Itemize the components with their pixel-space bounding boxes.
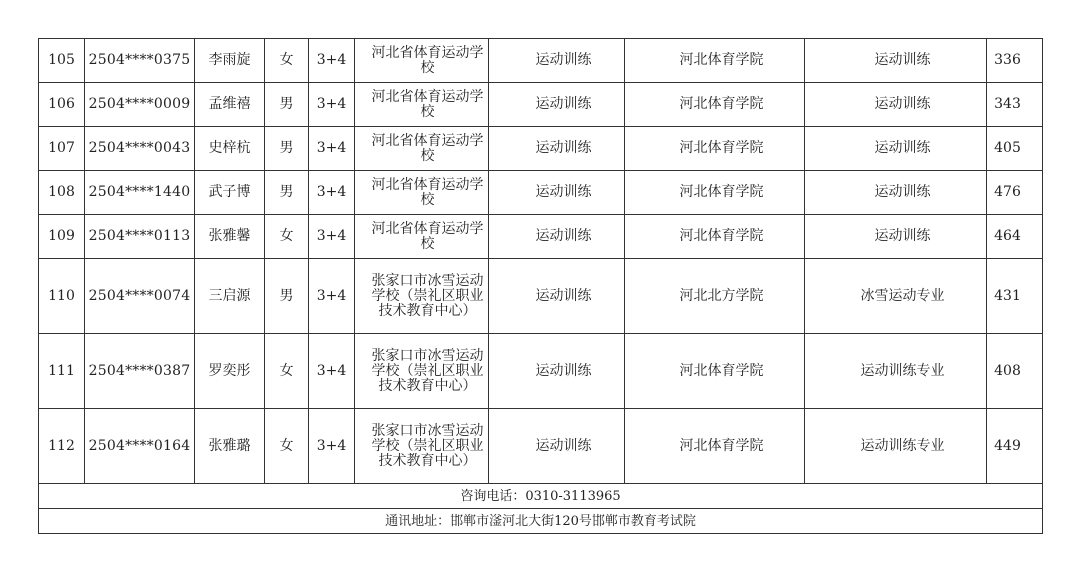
admitting-college: 河北北方学院 [625,259,805,334]
row-number: 105 [39,39,85,83]
row-number: 107 [39,127,85,171]
table-row [39,215,1043,259]
secondary-school: 河北省体育运动学校 [355,215,489,259]
gender: 男 [265,83,309,127]
student-name: 罗奕彤 [195,334,265,409]
program-type: 3+4 [309,259,355,334]
college-major: 运动训练专业 [805,334,987,409]
college-major: 运动训练 [805,215,987,259]
row-number: 106 [39,83,85,127]
program-type: 3+4 [309,171,355,215]
exam-score: 476 [987,171,1043,215]
college-major: 运动训练 [805,127,987,171]
exam-score: 431 [987,259,1043,334]
gender: 女 [265,215,309,259]
admitting-college: 河北体育学院 [625,171,805,215]
table-row [39,127,1043,171]
secondary-school: 张家口市冰雪运动学校（崇礼区职业技术教育中心） [355,259,489,334]
exam-score: 405 [987,127,1043,171]
admission-table [38,38,1043,534]
gender: 男 [265,127,309,171]
student-name: 武子博 [195,171,265,215]
student-name: 三启源 [195,259,265,334]
college-major: 运动训练 [805,171,987,215]
secondary-school: 张家口市冰雪运动学校（崇礼区职业技术教育中心） [355,334,489,409]
table-row [39,83,1043,127]
gender: 男 [265,171,309,215]
exam-score: 449 [987,409,1043,484]
secondary-major: 运动训练 [489,409,625,484]
row-number: 112 [39,409,85,484]
secondary-major: 运动训练 [489,83,625,127]
secondary-school: 河北省体育运动学校 [355,127,489,171]
admitting-college: 河北体育学院 [625,83,805,127]
program-type: 3+4 [309,83,355,127]
college-major: 运动训练专业 [805,409,987,484]
table-row [39,334,1043,409]
secondary-school: 河北省体育运动学校 [355,83,489,127]
gender: 女 [265,409,309,484]
table-row [39,409,1043,484]
college-major: 冰雪运动专业 [805,259,987,334]
student-name: 孟维禧 [195,83,265,127]
secondary-major: 运动训练 [489,259,625,334]
admitting-college: 河北体育学院 [625,127,805,171]
program-type: 3+4 [309,215,355,259]
footer-address: 通讯地址：邯郸市滏河北大街120号邯郸市教育考试院 [39,509,1043,534]
student-name: 史梓杭 [195,127,265,171]
candidate-id: 2504****0387 [85,334,195,409]
secondary-major: 运动训练 [489,334,625,409]
candidate-id: 2504****0043 [85,127,195,171]
row-number: 110 [39,259,85,334]
row-number: 108 [39,171,85,215]
exam-score: 336 [987,39,1043,83]
candidate-id: 2504****0009 [85,83,195,127]
secondary-major: 运动训练 [489,127,625,171]
row-number: 109 [39,215,85,259]
program-type: 3+4 [309,39,355,83]
college-major: 运动训练 [805,39,987,83]
candidate-id: 2504****0113 [85,215,195,259]
candidate-id: 2504****0164 [85,409,195,484]
gender: 女 [265,39,309,83]
candidate-id: 2504****0375 [85,39,195,83]
exam-score: 408 [987,334,1043,409]
gender: 女 [265,334,309,409]
program-type: 3+4 [309,127,355,171]
row-number: 111 [39,334,85,409]
secondary-school: 河北省体育运动学校 [355,171,489,215]
secondary-major: 运动训练 [489,171,625,215]
table-row [39,39,1043,83]
exam-score: 343 [987,83,1043,127]
table-row [39,259,1043,334]
exam-score: 464 [987,215,1043,259]
candidate-id: 2504****1440 [85,171,195,215]
admitting-college: 河北体育学院 [625,39,805,83]
secondary-school: 张家口市冰雪运动学校（崇礼区职业技术教育中心） [355,409,489,484]
secondary-major: 运动训练 [489,215,625,259]
admitting-college: 河北体育学院 [625,334,805,409]
college-major: 运动训练 [805,83,987,127]
program-type: 3+4 [309,409,355,484]
secondary-major: 运动训练 [489,39,625,83]
admitting-college: 河北体育学院 [625,215,805,259]
program-type: 3+4 [309,334,355,409]
table-row [39,171,1043,215]
gender: 男 [265,259,309,334]
secondary-school: 河北省体育运动学校 [355,39,489,83]
student-name: 李雨旋 [195,39,265,83]
candidate-id: 2504****0074 [85,259,195,334]
student-name: 张雅馨 [195,215,265,259]
admitting-college: 河北体育学院 [625,409,805,484]
student-name: 张雅璐 [195,409,265,484]
footer-phone: 咨询电话：0310-3113965 [39,484,1043,509]
